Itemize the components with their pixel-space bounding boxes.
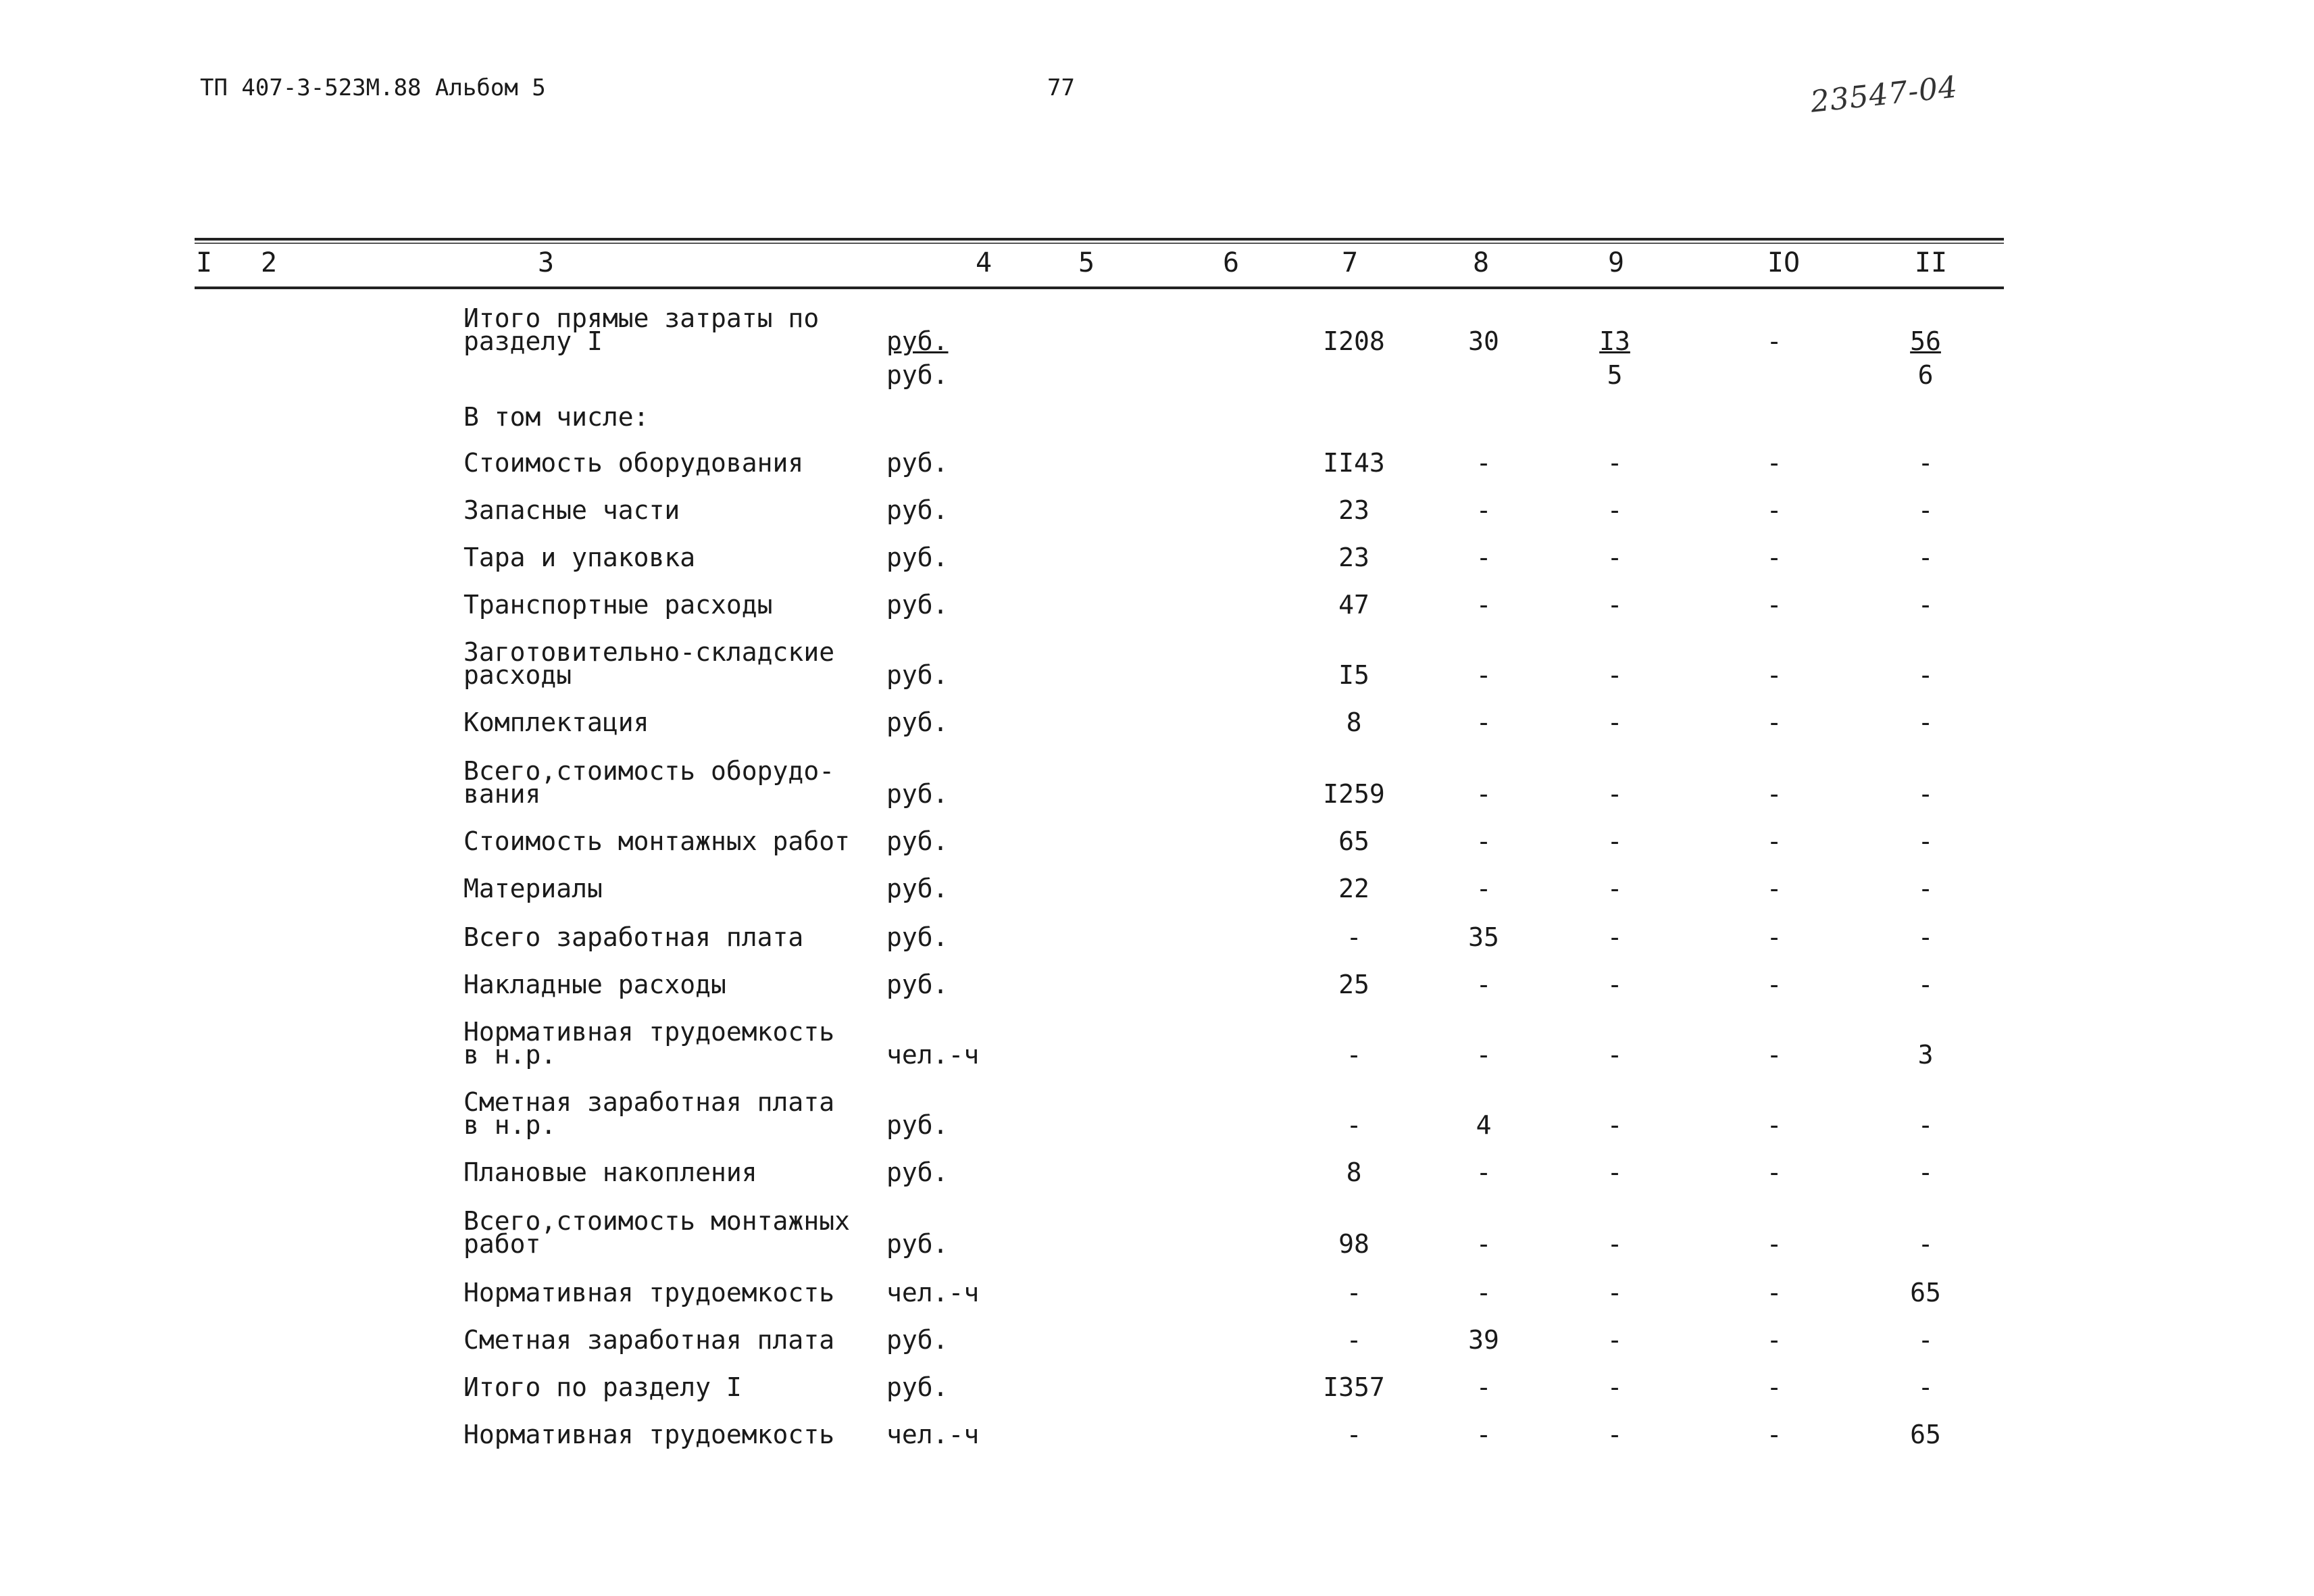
row-description: В том числе: — [463, 402, 649, 432]
row-unit: руб. — [886, 707, 949, 737]
row-description: Запасные части — [463, 495, 680, 525]
row-unit: руб. — [886, 360, 949, 390]
row-description-line: Итого прямые затраты по — [463, 303, 820, 333]
row-unit: руб. — [886, 543, 949, 572]
row-description: Стоимость монтажных работ — [463, 826, 850, 856]
row-unit: руб. — [886, 660, 949, 690]
row-unit: руб. — [886, 1110, 949, 1140]
row-unit: руб. — [886, 495, 949, 525]
row-unit: руб. — [886, 448, 949, 478]
row-description: Нормативная трудоемкость — [463, 1278, 835, 1307]
row-description-line: в н.р. — [463, 1040, 557, 1070]
row-unit: чел.-ч — [886, 1040, 980, 1070]
row-unit: руб. — [886, 1372, 949, 1402]
row-unit: руб. — [886, 779, 949, 809]
row-description-line: Всего,стоимость монтажных — [463, 1206, 850, 1236]
row-description: Сметная заработная плата — [463, 1325, 835, 1355]
row-description-line: вания — [463, 779, 541, 809]
row-unit: руб. — [886, 590, 949, 620]
row-unit: руб. — [886, 1157, 949, 1187]
row-description: Итого по разделу I — [463, 1372, 742, 1402]
row-unit: руб. — [886, 1325, 949, 1355]
row-unit: руб. — [886, 1229, 949, 1259]
row-unit: руб. — [886, 922, 949, 952]
row-unit: чел.-ч — [886, 1278, 980, 1307]
row-description: Накладные расходы — [463, 970, 726, 999]
row-unit: чел.-ч — [886, 1420, 980, 1449]
row-description: Транспортные расходы — [463, 590, 773, 620]
row-description-line: расходы — [463, 660, 572, 690]
document-code: ТП 407-3-523М.88 Альбом 5 — [200, 74, 546, 101]
row-description: Комплектация — [463, 707, 649, 737]
row-description-line: Сметная заработная плата — [463, 1087, 835, 1117]
row-unit: руб. — [886, 826, 949, 856]
header-bottom-rule — [195, 286, 2004, 289]
row-description-line: разделу I — [463, 326, 603, 356]
row-description: Материалы — [463, 874, 603, 903]
row-description: Нормативная трудоемкость — [463, 1420, 835, 1449]
row-description-line: работ — [463, 1229, 541, 1259]
row-description: Стоимость оборудования — [463, 448, 804, 478]
row-unit: руб. — [886, 874, 949, 903]
row-description-line: в н.р. — [463, 1110, 557, 1140]
row-unit: руб. — [886, 326, 949, 356]
handwritten-inventory-number: 23547-04 — [1809, 70, 1960, 120]
table-top-subrule — [195, 243, 2004, 244]
row-unit: руб. — [886, 970, 949, 999]
row-description-line: Всего,стоимость оборудо- — [463, 756, 835, 786]
row-description-line: Заготовительно-складские — [463, 637, 835, 667]
row-description: Всего заработная плата — [463, 922, 804, 952]
row-description: Плановые накопления — [463, 1157, 757, 1187]
page-number: 77 — [1047, 74, 1075, 101]
row-description-line: Нормативная трудоемкость — [463, 1017, 835, 1047]
row-description: Тара и упаковка — [463, 543, 696, 572]
table-top-rule — [195, 238, 2004, 241]
